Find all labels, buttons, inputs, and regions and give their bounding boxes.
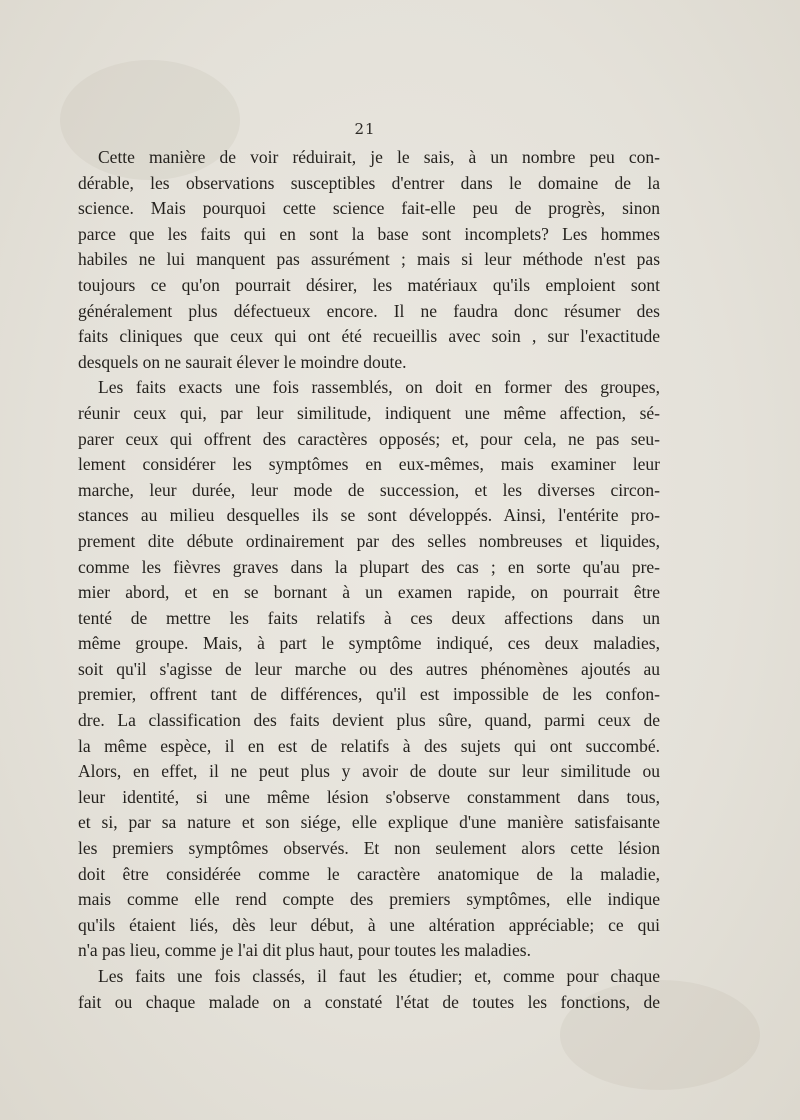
text-line: Les faits exacts une fois rassemblés, on doit en former des groupes, bbox=[98, 377, 660, 398]
text-line: prement dite débute ordinairement par des selles nombreuses et liquides, bbox=[78, 530, 660, 551]
text-line: les premiers symptômes observés. Et non seulement alors cette lésion bbox=[78, 838, 660, 859]
text-line: réunir ceux qui, par leur similitude, indiquent une même affection, sé- bbox=[78, 402, 660, 423]
text-line: toujours ce qu'on pourrait désirer, les matériaux qu'ils emploient sont bbox=[78, 274, 660, 295]
page-number: 21 bbox=[354, 120, 376, 138]
text-line: dérable, les observations susceptibles d'entrer dans le domaine de la bbox=[78, 172, 660, 193]
text-line: doit être considérée comme le caractère anatomique de la maladie, bbox=[78, 863, 660, 884]
text-line: parce que les faits qui en sont la base sont incomplets? Les hommes bbox=[78, 223, 660, 244]
text-line: dre. La classification des faits devient plus sûre, quand, parmi ceux de bbox=[78, 710, 660, 731]
text-line: Alors, en effet, il ne peut plus y avoir de doute sur leur similitude ou bbox=[78, 761, 660, 782]
text-line: parer ceux qui offrent des caractères opposés; et, pour cela, ne pas seu- bbox=[78, 428, 660, 449]
text-line: n'a pas lieu, comme je l'ai dit plus haut, pour toutes les maladies. bbox=[78, 940, 531, 961]
text-line: stances au milieu desquelles ils se sont développés. Ainsi, l'entérite pro- bbox=[78, 505, 660, 526]
text-line: mier abord, et en se bornant à un examen rapide, on pourrait être bbox=[78, 582, 660, 603]
text-line: tenté de mettre les faits relatifs à ces deux affections dans un bbox=[78, 607, 660, 628]
text-line: qu'ils étaient liés, dès leur début, à une altération appréciable; ce qui bbox=[78, 914, 660, 935]
text-line: science. Mais pourquoi cette science fait-elle peu de progrès, sinon bbox=[78, 198, 660, 219]
text-line: soit qu'il s'agisse de leur marche ou des autres phénomènes ajoutés au bbox=[78, 658, 660, 679]
text-line: mais comme elle rend compte des premiers symptômes, elle indique bbox=[78, 889, 660, 910]
text-line: leur identité, si une même lésion s'observe constamment dans tous, bbox=[78, 786, 660, 807]
text-line: Les faits une fois classés, il faut les étudier; et, comme pour chaque bbox=[98, 966, 660, 986]
text-line: lement considérer les symptômes en eux-mêmes, mais examiner leur bbox=[78, 454, 660, 475]
text-line: Cette manière de voir réduirait, je le sais, à un nombre peu con- bbox=[98, 147, 660, 167]
text-line: fait ou chaque malade on a constaté l'état de toutes les fonctions, de bbox=[78, 991, 660, 1012]
text-line: faits cliniques que ceux qui ont été recueillis avec soin , sur l'exactitude bbox=[78, 326, 660, 347]
text-line: marche, leur durée, leur mode de succession, et les diverses circon- bbox=[78, 479, 660, 500]
text-line: habiles ne lui manquent pas assurément ; mais si leur méthode n'est pas bbox=[78, 249, 660, 270]
text-line: premier, offrent tant de différences, qu'il est impossible de les confon- bbox=[78, 684, 660, 705]
text-line: desquels on ne saurait élever le moindre doute. bbox=[78, 351, 407, 372]
text-line: et si, par sa nature et son siége, elle explique d'une manière satisfaisante bbox=[78, 812, 660, 833]
text-line: comme les fièvres graves dans la plupart des cas ; en sorte qu'au pre- bbox=[78, 556, 660, 577]
text-line: même groupe. Mais, à part le symptôme indiqué, ces deux maladies, bbox=[78, 633, 660, 654]
body-text bbox=[78, 145, 660, 1015]
text-line: la même espèce, il en est de relatifs à des sujets qui ont succombé. bbox=[78, 735, 660, 756]
text-line: généralement plus défectueux encore. Il ne faudra donc résumer des bbox=[78, 300, 660, 321]
